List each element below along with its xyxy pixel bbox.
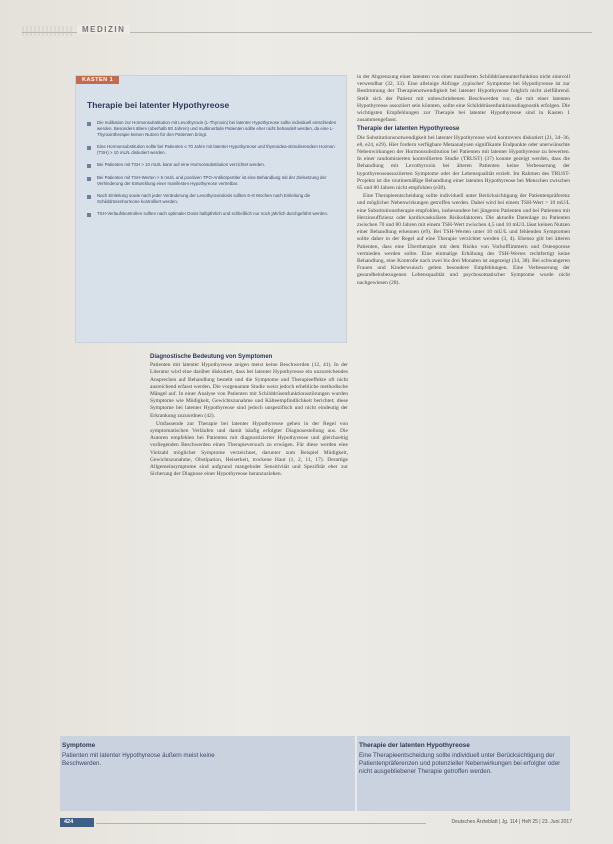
left-column (150, 352, 348, 479)
body-paragraph: Patienten mit latenter Hypothyreose zeigen meist keine Beschwerden (12, 41). In der Literatur wird eine darüber diskutiert, dass bei latenter Hypothyreose ein unzureichendes Ansprechen auf Behandlung besteht und die Symptome und Therapieeffekte oft nicht ausreichend erfasst werden. Die vorgenannte Studie weist jedoch erhebliche methodische Mängel auf. In einer Analyse von Patienten mit Schilddrüsenfunktionsstörungen wurden Symptome wie Müdigkeit, Gewichtszunahme und Kälteempfindlichkeit berichtet; diese Symptome bei latenter Hypothyreose sind jedoch unspezifisch und nicht eindeutig der Erkrankung zuzuordnen (42). (150, 362, 348, 419)
footer-rule (96, 823, 426, 824)
box-title: Therapie bei latenter Hypothyreose (87, 100, 230, 110)
section-label: MEDIZIN (77, 25, 130, 34)
right-column (357, 74, 570, 288)
box-list-item: Bei Patienten mit TSH > 10 mU/L kann auf eine Hormonsubstitution verzichtet werden. (87, 162, 337, 168)
summary-box-symptoms (60, 736, 355, 811)
box-list-item: Nach Einleitung sowie nach jeder Veränderung der Levothyroxindosis sollten 6–8 Wochen nach Einleitung die Schilddrüsenhormone kontrolliert werden. (87, 193, 337, 205)
header-dot-pattern (22, 26, 72, 36)
body-paragraph: Die Substitutionsnotwendigkeit bei latenter Hypothyreose wird kontrovers diskutiert (21, 34–36, e8, e24, e29). Hier fordern verfügbare Metaanalysen signifikante Endpunkte oder unerwünschte Nebenwirkungen der Hormonsubstitution bei Patienten mit latenter Hypothyreose zu bewerten. In einer randomisierten kontrollierten Studie (TRUST) (37) konnte gezeigt werden, dass die Behandlung mit Levothyroxin bei älteren Patienten keine Verbesserung der hypothyreoseassoziierten Symptome oder der Lebensqualität erzielt. Im Rahmen des TRUST-Projekts ist die routinemäßige Behandlung einer latenten Hypothyreose bei Menschen zwischen 65 und 80 Jahren nicht empfohlen (e38). (357, 134, 570, 192)
body-paragraph: in der Abgrenzung einer latenten von einer manifesten Schilddrüsenunterfunktion nicht sinnvoll verwendbar (32, 33). Eine alleinige Abfrage ‚typischer' Symptome bei Hypothyreose ist zur Bestimmung der Therapienotwendigkeit bei latenter Hypothyreose folglich nicht zielführend. Stellt sich der Patient mit unbeschriebenen Beschwerden vor, die mit einer latenten Hypothyreose assoziiert sein könnten, sollte eine Schilddrüsenfunktionsdiagnostik erfolgen. Die wichtigsten Empfehlungen zur Therapie bei latenter Hypothyreose sind in Kasten 1 zusammengefasst. (357, 74, 570, 124)
summary-title: Symptome (62, 742, 96, 749)
box-list-item: Bei Patienten mit TSH-Werten > 5 mU/L und positiven TPO-Antikörpertiter ist eine Behandlung mit der Zielsetzung der Verhinderung der Entwicklung einer manifesten Hypothyreose vertretbar. (87, 175, 337, 187)
running-header (22, 25, 592, 38)
summary-text: Patienten mit latenter Hypothyreose äußern meist keine Beschwerden. (62, 752, 215, 768)
box-list-item: Eine Hormonsubstitution sollte bei Patienten ≤ 70 Jahre mit latenter Hypothyreose und thyreoidea-stimulierendem Hormon (TSH) > 10 mU/L diskutiert werden. (87, 144, 337, 156)
page-number: 424 (60, 818, 94, 827)
summary-title: Therapie der latenten Hypothyreose (359, 742, 470, 749)
body-paragraph: Eine Therapieentscheidung sollte individuell unter Berücksichtigung der Patientenpräferenz und möglicher Nebenwirkungen getroffen werden. Dabei wird bei einem TSH-Wert > 10 mU/L eine Substitutionstherapie empfohlen, insbesondere bei jüngeren Patienten und bei Patienten mit Herzinsuffizienz oder kardiovaskulären Risikofaktoren. Die aktuelle Datenlage zu Patienten zwischen 70 und 80 Jahren mit einem TSH-Wert zwischen 4,5 und 10 mU/L lässt keinen Nutzen einer Behandlung erkennen (e9). Bei TSH-Werten unter 10 mU/L und fehlenden Symptomen sollte daher in der Regel auf eine Therapie verzichtet werden (3, 4). Ebenso gilt bei älteren Patienten, dass eine Übertherapie mit dem Risiko von Vorhofflimmern und Osteoporose vermieden werden sollte. Eine einmalige Erhöhung des TSH-Wertes rechtfertigt keine Behandlung, eine Kontrolle nach zwei bis drei Monaten ist angezeigt (34, 38). Bei schwangeren Frauen und Kinderwunsch gelten besondere Empfehlungen. Eine Verbesserung der gesundheitsbezogenen Lebensqualität und psychosomatischer Symptome wurde nicht nachgewiesen (28). (357, 193, 570, 286)
box-tag: KASTEN 1 (76, 76, 119, 84)
section-heading: Therapie der latenten Hypothyreose (357, 126, 460, 133)
page-footer (60, 818, 572, 828)
section-heading: Diagnostische Bedeutung von Symptomen (150, 354, 273, 360)
box-list (87, 120, 337, 223)
body-paragraph: Umfassende zur Therapie bei latenter Hypothyreose gehen in der Regel von symptomatischen Verläufen und damit häufig erfolgter Diagnosestellung aus. Die Autoren empfehlen bei Patienten mit diagnostizierter Hypothyreose und gleichzeitig vorliegenden Beschwerden einen Therapieversuch zu erwägen. Für diese werden eine Vielzahl möglicher Symptome verzeichnet, darunter zum Beispiel Müdigkeit, Gewichtszunahme, Obstipation, Heiserkeit, trockene Haut (1, 2, 11, 17). Derartige Allgemeinsymptome sind aufgrund mangelnder Sensitivität und Spezifität eher zur Sicherung der Diagnose einer Hypothyreose heranzuziehen. (150, 420, 348, 478)
box-list-item: TSH-Verlaufskontrollen sollten nach optimaler Dosis halbjährlich und schließlich nur noch jährlich durchgeführt werden. (87, 211, 337, 217)
summary-text: Eine Therapieentscheidung sollte individuell unter Berücksichtigung der Patientenpräferenzen und potenzieller Nebenwirkungen bei erfolgter oder nicht ausgebliebener Therapie getroffen werden. (359, 752, 561, 776)
box-list-item: Die Indikation zur Hormonsubstitution mit Levothyroxin (L-Thyroxin) bei latenter Hypothyreose sollte individuell entschieden werden. Besonders ältere (oberhalb 80 Jahren) und multimorbide Patienten sollte eher nicht behandelt werden, da eine L-Thyroxintherapie keinen Nutzen für den Patienten bringt. (87, 120, 337, 138)
journal-reference: Deutsches Ärzteblatt | Jg. 114 | Heft 25 | 23. Juni 2017 (451, 819, 572, 825)
info-box (75, 75, 347, 343)
summary-box-therapy (357, 736, 570, 811)
